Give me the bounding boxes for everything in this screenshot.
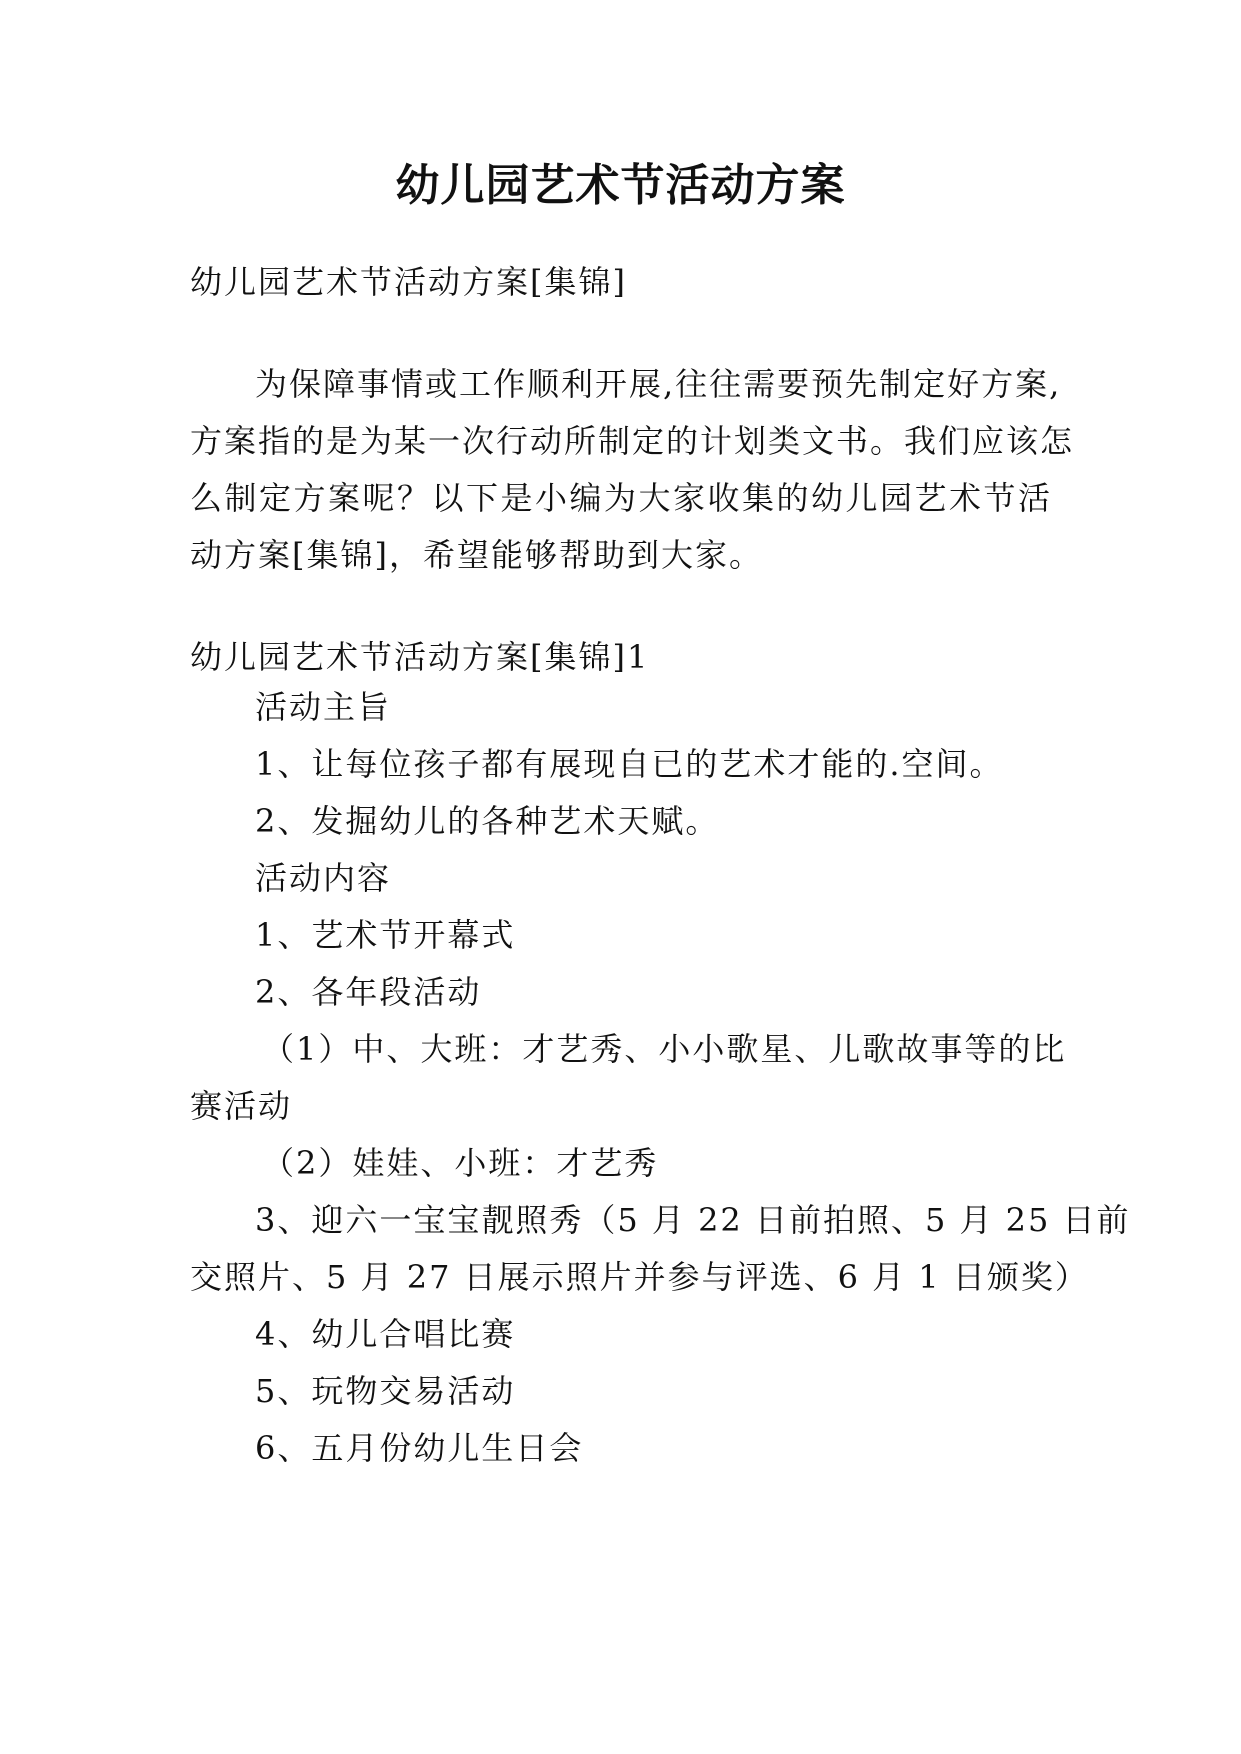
sub-item-1-line-1: （1）中、大班：才艺秀、小小歌星、儿歌故事等的比	[262, 1030, 1067, 1068]
intro-line-3: 么制定方案呢？以下是小编为大家收集的幼儿园艺术节活	[190, 479, 1052, 517]
intro-line-2: 方案指的是为某一次行动所制定的计划类文书。我们应该怎	[190, 422, 1075, 460]
section-heading: 幼儿园艺术节活动方案[集锦]1	[190, 638, 650, 676]
sub-item-2: （2）娃娃、小班：才艺秀	[262, 1144, 659, 1182]
purpose-heading: 活动主旨	[255, 688, 392, 726]
content-item-1: 1、艺术节开幕式	[255, 916, 516, 954]
item-3-line-2: 交照片、5 月 27 日展示照片并参与评选、6 月 1 日颁奖）	[190, 1258, 1089, 1296]
content-item-5: 5、玩物交易活动	[255, 1372, 516, 1410]
content-heading: 活动内容	[255, 859, 392, 897]
item-3-line-1: 3、迎六一宝宝靓照秀（5 月 22 日前拍照、5 月 25 日前	[255, 1201, 1131, 1239]
document-title: 幼儿园艺术节活动方案	[395, 160, 846, 211]
purpose-item-1: 1、让每位孩子都有展现自已的艺术才能的.空间。	[255, 745, 1004, 783]
intro-line-4: 动方案[集锦]，希望能够帮助到大家。	[190, 536, 763, 574]
intro-line-1: 为保障事情或工作顺利开展,往往需要预先制定好方案,	[255, 365, 1062, 403]
content-item-4: 4、幼儿合唱比赛	[255, 1315, 516, 1353]
content-item-6: 6、五月份幼儿生日会	[255, 1429, 584, 1467]
content-item-2: 2、各年段活动	[255, 973, 482, 1011]
purpose-item-2: 2、发掘幼儿的各种艺术天赋。	[255, 802, 720, 840]
document-subtitle: 幼儿园艺术节活动方案[集锦]	[190, 263, 627, 301]
sub-item-1-line-2: 赛活动	[190, 1087, 293, 1125]
